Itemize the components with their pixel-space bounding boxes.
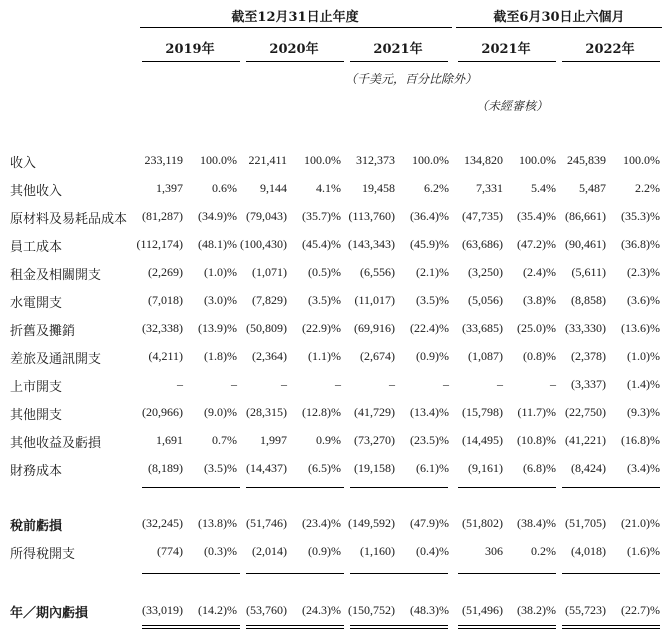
percent-cell: (35.7)% bbox=[302, 209, 341, 223]
year-header-rule bbox=[142, 61, 240, 62]
amount-cell: (41,221) bbox=[565, 433, 606, 447]
percent-cell: 5.4% bbox=[531, 181, 556, 195]
amount-cell: (33,330) bbox=[565, 321, 606, 335]
header-annual-rule bbox=[140, 27, 452, 28]
percent-cell: (2.3)% bbox=[627, 265, 660, 279]
year-header: 2022年 bbox=[585, 42, 635, 57]
percent-cell: (9.3)% bbox=[627, 405, 660, 419]
percent-cell: (6.1)% bbox=[416, 461, 449, 475]
percent-cell: (48.3)% bbox=[410, 603, 449, 617]
amount-cell: (50,809) bbox=[246, 321, 287, 335]
percent-cell: (0.8)% bbox=[523, 349, 556, 363]
percent-cell: (0.4)% bbox=[416, 544, 449, 558]
amount-cell: 306 bbox=[485, 544, 503, 558]
percent-cell: (9.0)% bbox=[204, 405, 237, 419]
row-label: 上市開支 bbox=[10, 380, 63, 395]
percent-cell: (1.1)% bbox=[308, 349, 341, 363]
amount-cell: (53,760) bbox=[246, 603, 287, 617]
amount-cell: (63,686) bbox=[462, 237, 503, 251]
amount-cell: (14,437) bbox=[246, 461, 287, 475]
amount-cell: (11,017) bbox=[354, 293, 395, 307]
amount-cell: (20,966) bbox=[142, 405, 183, 419]
row-label: 差旅及通訊開支 bbox=[10, 352, 102, 367]
percent-cell: (21.0)% bbox=[621, 516, 660, 530]
subtotal-rule bbox=[458, 573, 556, 574]
subtotal-rule bbox=[350, 487, 448, 488]
amount-cell: (6,556) bbox=[360, 265, 395, 279]
percent-cell: (3.5)% bbox=[308, 293, 341, 307]
percent-cell: 0.9% bbox=[316, 433, 341, 447]
percent-cell: 6.2% bbox=[424, 181, 449, 195]
amount-cell: – bbox=[281, 377, 287, 391]
percent-cell: (13.9)% bbox=[198, 321, 237, 335]
subtotal-rule bbox=[142, 573, 240, 574]
percent-cell: (45.9)% bbox=[410, 237, 449, 251]
amount-cell: (47,735) bbox=[462, 209, 503, 223]
percent-cell: (1.4)% bbox=[627, 377, 660, 391]
percent-cell: (36.4)% bbox=[410, 209, 449, 223]
amount-cell: (2,674) bbox=[360, 349, 395, 363]
percent-cell: (45.4)% bbox=[302, 237, 341, 251]
percent-cell: (35.4)% bbox=[517, 209, 556, 223]
amount-cell: – bbox=[497, 377, 503, 391]
amount-cell: (1,087) bbox=[468, 349, 503, 363]
amount-cell: (51,496) bbox=[462, 603, 503, 617]
amount-cell: (5,611) bbox=[571, 265, 606, 279]
amount-cell: 134,820 bbox=[464, 153, 503, 167]
amount-cell: (55,723) bbox=[565, 603, 606, 617]
percent-cell: 100.0% bbox=[519, 153, 556, 167]
percent-cell: 100.0% bbox=[200, 153, 237, 167]
amount-cell: – bbox=[177, 377, 183, 391]
amount-cell: (22,750) bbox=[565, 405, 606, 419]
subtotal-rule bbox=[458, 487, 556, 488]
total-double-rule bbox=[142, 625, 240, 629]
percent-cell: (22.7)% bbox=[621, 603, 660, 617]
amount-cell: (9,161) bbox=[468, 461, 503, 475]
amount-cell: (2,378) bbox=[571, 349, 606, 363]
amount-cell: (51,802) bbox=[462, 516, 503, 530]
amount-cell: (86,661) bbox=[565, 209, 606, 223]
percent-cell: (1.0)% bbox=[627, 349, 660, 363]
percent-cell: 4.1% bbox=[316, 181, 341, 195]
amount-cell: (2,364) bbox=[252, 349, 287, 363]
percent-cell: – bbox=[335, 377, 341, 391]
percent-cell: (10.8)% bbox=[517, 433, 556, 447]
amount-cell: (100,430) bbox=[240, 237, 287, 251]
row-label: 收入 bbox=[10, 156, 37, 171]
amount-cell: (3,337) bbox=[571, 377, 606, 391]
year-header: 2019年 bbox=[165, 42, 215, 57]
percent-cell: (0.3)% bbox=[204, 544, 237, 558]
amount-cell: (113,760) bbox=[348, 209, 395, 223]
percent-cell: (25.0)% bbox=[517, 321, 556, 335]
row-label: 所得稅開支 bbox=[10, 547, 76, 562]
unaudited-note: （未經審核） bbox=[476, 99, 549, 113]
amount-cell: – bbox=[389, 377, 395, 391]
percent-cell: 100.0% bbox=[623, 153, 660, 167]
total-double-rule bbox=[562, 625, 660, 629]
amount-cell: (4,211) bbox=[148, 349, 183, 363]
amount-cell: 221,411 bbox=[248, 153, 287, 167]
percent-cell: (2.4)% bbox=[523, 265, 556, 279]
percent-cell: (13.4)% bbox=[410, 405, 449, 419]
year-header-rule bbox=[458, 61, 556, 62]
amount-cell: (5,056) bbox=[468, 293, 503, 307]
percent-cell: – bbox=[443, 377, 449, 391]
percent-cell: (0.5)% bbox=[308, 265, 341, 279]
header-interim-rule bbox=[456, 27, 662, 28]
percent-cell: (38.2)% bbox=[517, 603, 556, 617]
percent-cell: (1.6)% bbox=[627, 544, 660, 558]
amount-cell: (79,043) bbox=[246, 209, 287, 223]
header-annual: 截至12月31日止年度 bbox=[231, 10, 359, 25]
amount-cell: (51,705) bbox=[565, 516, 606, 530]
amount-cell: (51,746) bbox=[246, 516, 287, 530]
percent-cell: (0.9)% bbox=[416, 349, 449, 363]
amount-cell: (7,829) bbox=[252, 293, 287, 307]
percent-cell: (22.9)% bbox=[302, 321, 341, 335]
percent-cell: (38.4)% bbox=[517, 516, 556, 530]
percent-cell: 100.0% bbox=[304, 153, 341, 167]
percent-cell: (6.5)% bbox=[308, 461, 341, 475]
amount-cell: (149,592) bbox=[348, 516, 395, 530]
amount-cell: (150,752) bbox=[348, 603, 395, 617]
amount-cell: (8,424) bbox=[571, 461, 606, 475]
amount-cell: 233,119 bbox=[144, 153, 183, 167]
amount-cell: (19,158) bbox=[354, 461, 395, 475]
percent-cell: (3.6)% bbox=[627, 293, 660, 307]
percent-cell: 2.2% bbox=[635, 181, 660, 195]
percent-cell: (0.9)% bbox=[308, 544, 341, 558]
amount-cell: (33,019) bbox=[142, 603, 183, 617]
amount-cell: (1,160) bbox=[360, 544, 395, 558]
percent-cell: (23.5)% bbox=[410, 433, 449, 447]
percent-cell: (3.0)% bbox=[204, 293, 237, 307]
amount-cell: 19,458 bbox=[362, 181, 395, 195]
subtotal-rule bbox=[562, 487, 660, 488]
row-label: 年／期內虧損 bbox=[10, 606, 89, 621]
percent-cell: 0.2% bbox=[531, 544, 556, 558]
subtotal-rule bbox=[142, 487, 240, 488]
amount-cell: (32,338) bbox=[142, 321, 183, 335]
amount-cell: 312,373 bbox=[356, 153, 395, 167]
percent-cell: 100.0% bbox=[412, 153, 449, 167]
amount-cell: (7,018) bbox=[148, 293, 183, 307]
amount-cell: 1,691 bbox=[156, 433, 183, 447]
amount-cell: (32,245) bbox=[142, 516, 183, 530]
percent-cell: (35.3)% bbox=[621, 209, 660, 223]
subtotal-rule bbox=[246, 487, 344, 488]
row-label: 折舊及攤銷 bbox=[10, 324, 76, 339]
amount-cell: 245,839 bbox=[567, 153, 606, 167]
amount-cell: (8,189) bbox=[148, 461, 183, 475]
percent-cell: 0.7% bbox=[212, 433, 237, 447]
amount-cell: (28,315) bbox=[246, 405, 287, 419]
percent-cell: (13.8)% bbox=[198, 516, 237, 530]
amount-cell: 9,144 bbox=[260, 181, 287, 195]
subtotal-rule bbox=[246, 573, 344, 574]
percent-cell: (12.8)% bbox=[302, 405, 341, 419]
year-header: 2021年 bbox=[373, 42, 423, 57]
amount-cell: (4,018) bbox=[571, 544, 606, 558]
percent-cell: (3.5)% bbox=[204, 461, 237, 475]
amount-cell: (15,798) bbox=[462, 405, 503, 419]
subtotal-rule bbox=[350, 573, 448, 574]
percent-cell: (1.0)% bbox=[204, 265, 237, 279]
total-double-rule bbox=[458, 625, 556, 629]
row-label: 員工成本 bbox=[10, 240, 63, 255]
percent-cell: 0.6% bbox=[212, 181, 237, 195]
amount-cell: (1,071) bbox=[252, 265, 287, 279]
row-label: 稅前虧損 bbox=[10, 519, 63, 534]
percent-cell: (13.6)% bbox=[621, 321, 660, 335]
row-label: 租金及相關開支 bbox=[10, 268, 102, 283]
percent-cell: – bbox=[231, 377, 237, 391]
percent-cell: (34.9)% bbox=[198, 209, 237, 223]
year-header-rule bbox=[562, 61, 660, 62]
amount-cell: (2,014) bbox=[252, 544, 287, 558]
percent-cell: (16.8)% bbox=[621, 433, 660, 447]
percent-cell: (2.1)% bbox=[416, 265, 449, 279]
amount-cell: 1,397 bbox=[156, 181, 183, 195]
row-label: 其他收益及虧損 bbox=[10, 436, 102, 451]
percent-cell: (48.1)% bbox=[198, 237, 237, 251]
row-label: 財務成本 bbox=[10, 464, 63, 479]
row-label: 水電開支 bbox=[10, 296, 63, 311]
row-label: 原材料及易耗品成本 bbox=[10, 212, 128, 227]
amount-cell: 7,331 bbox=[476, 181, 503, 195]
row-label: 其他開支 bbox=[10, 408, 63, 423]
amount-cell: (69,916) bbox=[354, 321, 395, 335]
percent-cell: (14.2)% bbox=[198, 603, 237, 617]
percent-cell: (3.5)% bbox=[416, 293, 449, 307]
amount-cell: (73,270) bbox=[354, 433, 395, 447]
percent-cell: (47.2)% bbox=[517, 237, 556, 251]
amount-cell: (3,250) bbox=[468, 265, 503, 279]
amount-cell: (774) bbox=[157, 544, 183, 558]
year-header-rule bbox=[246, 61, 344, 62]
amount-cell: (33,685) bbox=[462, 321, 503, 335]
header-interim: 截至6月30日止六個月 bbox=[493, 10, 625, 25]
total-double-rule bbox=[350, 625, 448, 629]
percent-cell: (6.8)% bbox=[523, 461, 556, 475]
year-header: 2020年 bbox=[269, 42, 319, 57]
percent-cell: (3.4)% bbox=[627, 461, 660, 475]
amount-cell: (81,287) bbox=[142, 209, 183, 223]
amount-cell: (2,269) bbox=[148, 265, 183, 279]
year-header: 2021年 bbox=[481, 42, 531, 57]
year-header-rule bbox=[350, 61, 448, 62]
total-double-rule bbox=[246, 625, 344, 629]
percent-cell: (1.8)% bbox=[204, 349, 237, 363]
percent-cell: (23.4)% bbox=[302, 516, 341, 530]
row-label: 其他收入 bbox=[10, 184, 63, 199]
percent-cell: – bbox=[550, 377, 556, 391]
percent-cell: (36.8)% bbox=[621, 237, 660, 251]
percent-cell: (11.7)% bbox=[517, 405, 556, 419]
amount-cell: (14,495) bbox=[462, 433, 503, 447]
amount-cell: 1,997 bbox=[260, 433, 287, 447]
amount-cell: 5,487 bbox=[579, 181, 606, 195]
unit-note: （千美元，百分比除外） bbox=[345, 72, 478, 86]
amount-cell: (8,858) bbox=[571, 293, 606, 307]
percent-cell: (24.3)% bbox=[302, 603, 341, 617]
percent-cell: (3.8)% bbox=[523, 293, 556, 307]
percent-cell: (22.4)% bbox=[410, 321, 449, 335]
percent-cell: (47.9)% bbox=[410, 516, 449, 530]
amount-cell: (112,174) bbox=[136, 237, 183, 251]
amount-cell: (90,461) bbox=[565, 237, 606, 251]
amount-cell: (143,343) bbox=[348, 237, 395, 251]
amount-cell: (41,729) bbox=[354, 405, 395, 419]
subtotal-rule bbox=[562, 573, 660, 574]
